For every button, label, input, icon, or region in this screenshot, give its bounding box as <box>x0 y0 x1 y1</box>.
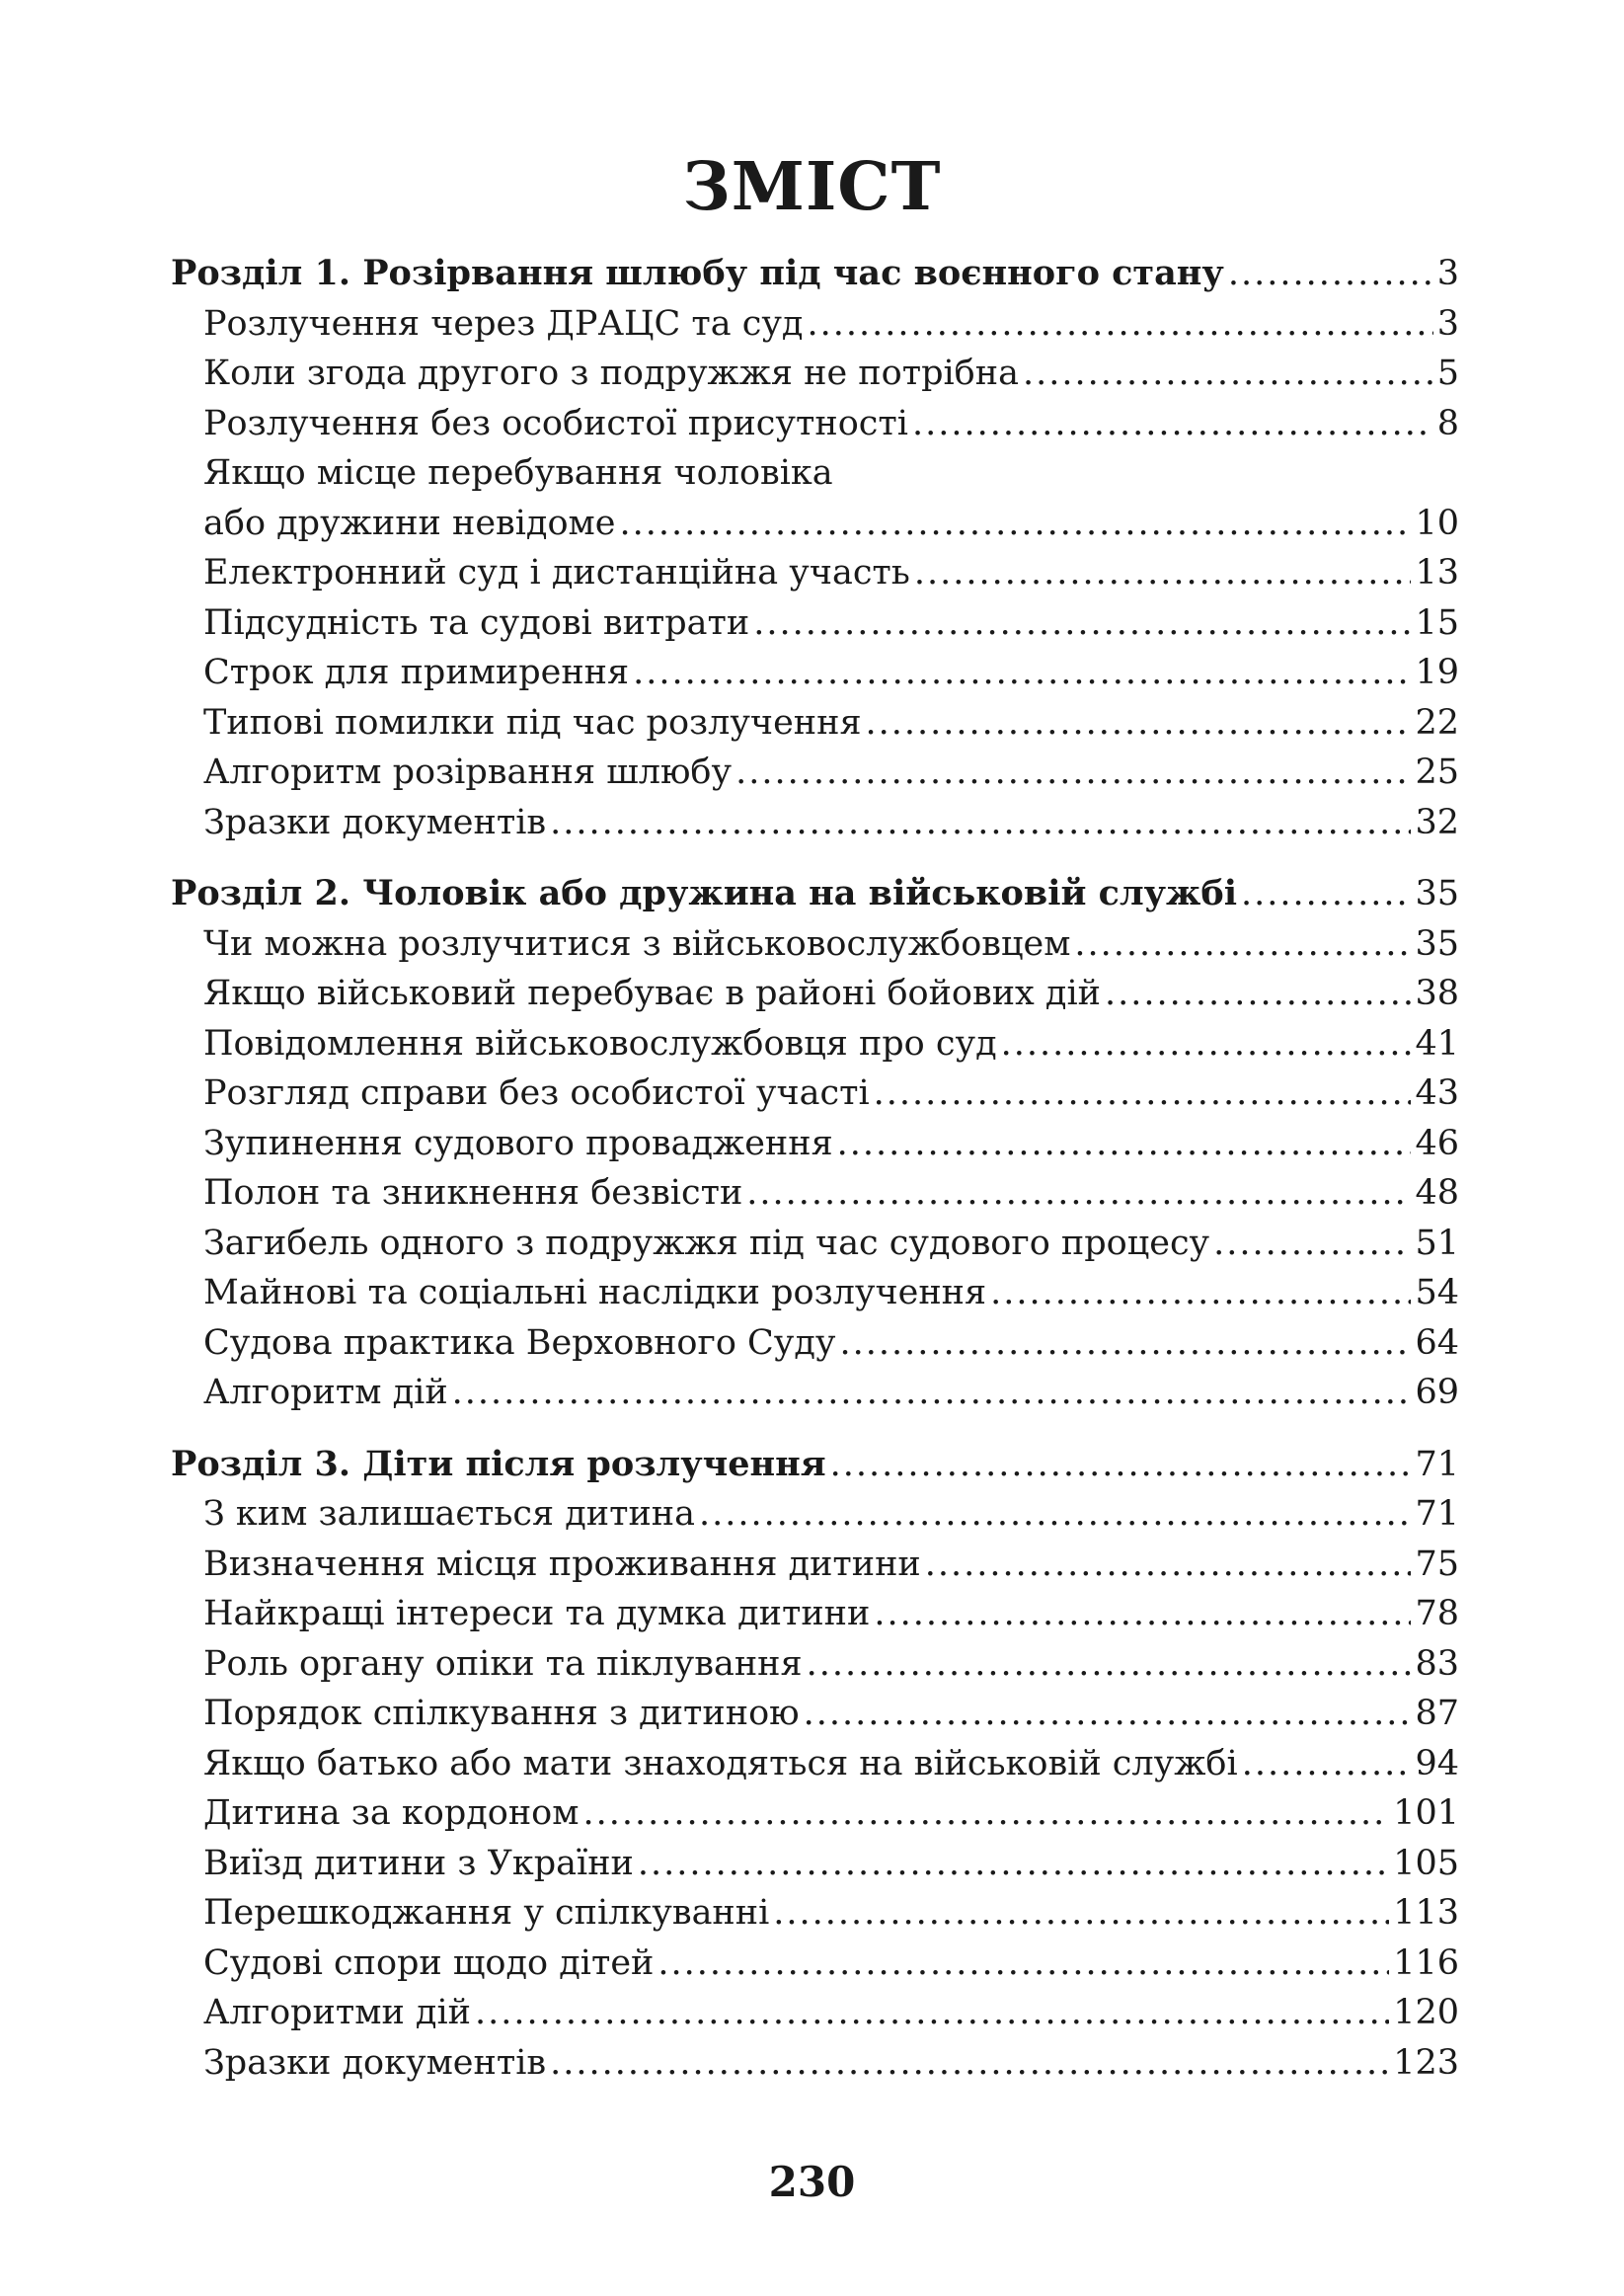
leader-dots <box>840 1318 1412 1369</box>
entry-title: З ким залишається дитина <box>203 1494 695 1534</box>
entry-page-number: 19 <box>1415 653 1459 692</box>
toc-entry-first-line <box>171 448 1459 499</box>
entry-page-number: 43 <box>1415 1073 1459 1113</box>
toc-chapter <box>171 249 1459 847</box>
toc-entry <box>171 1268 1459 1318</box>
entry-page-number: 105 <box>1393 1843 1459 1883</box>
toc-entry <box>171 798 1459 848</box>
toc-entry <box>171 1739 1459 1789</box>
toc-entry <box>171 1069 1459 1119</box>
page-number: 230 <box>768 2158 856 2206</box>
entry-page-number: 5 <box>1436 354 1459 393</box>
toc-entry <box>171 1689 1459 1739</box>
leader-dots <box>746 1168 1411 1219</box>
toc-entry <box>171 499 1459 549</box>
toc-entry <box>171 1019 1459 1069</box>
entry-page-number: 41 <box>1415 1023 1459 1064</box>
leader-dots <box>620 499 1412 549</box>
entry-page-number: 25 <box>1415 752 1459 792</box>
entry-page-number: 123 <box>1393 2042 1459 2083</box>
toc-entry <box>171 1489 1459 1540</box>
leader-dots <box>550 798 1411 848</box>
toc-entry <box>171 1639 1459 1690</box>
toc-entry <box>171 1988 1459 2038</box>
leader-dots <box>638 1839 1389 1889</box>
entry-page-number: 94 <box>1415 1743 1459 1783</box>
entry-page-number: 54 <box>1415 1273 1459 1312</box>
toc-chapter-heading <box>171 249 1459 299</box>
entry-title: Розгляд справи без особистої участі <box>203 1073 870 1113</box>
entry-title: Якщо військовий перебуває в районі бойових дій <box>203 974 1101 1013</box>
leader-dots <box>773 1888 1389 1939</box>
leader-dots <box>582 1788 1389 1839</box>
entry-title: Алгоритм розірвання шлюбу <box>203 752 733 792</box>
toc-entry <box>171 349 1459 399</box>
toc-entry <box>171 1119 1459 1169</box>
toc-entry <box>171 648 1459 698</box>
leader-dots <box>1074 919 1411 970</box>
entry-title: Судова практика Верховного Суду <box>203 1322 836 1363</box>
table-of-contents <box>171 249 1459 2109</box>
entry-title: Зразки документів <box>203 802 547 842</box>
entry-title: Підсудність та судові витрати <box>203 602 750 643</box>
toc-entry <box>171 2038 1459 2089</box>
entry-page-number: 8 <box>1436 403 1459 443</box>
entry-title: Порядок спілкування з дитиною <box>203 1694 800 1733</box>
leader-dots <box>1001 1019 1412 1069</box>
entry-page-number: 38 <box>1415 974 1459 1013</box>
entry-title-line1: Якщо місце перебування чоловіка <box>203 453 833 493</box>
toc-entry <box>171 548 1459 598</box>
entry-title: Зразки документів <box>203 2042 547 2083</box>
toc-chapter <box>171 1440 1459 2089</box>
entry-title: Повідомлення військовослужбовця про суд <box>203 1023 997 1064</box>
entry-title: Розлучення через ДРАЦС та суд <box>203 303 804 344</box>
entry-page-number: 32 <box>1415 802 1459 842</box>
entry-title: або дружини невідоме <box>203 503 616 543</box>
leader-dots <box>452 1368 1412 1418</box>
leader-dots <box>1213 1219 1411 1269</box>
leader-dots <box>807 299 1432 350</box>
toc-entry <box>171 598 1459 649</box>
entry-page-number: 22 <box>1415 702 1459 743</box>
leader-dots <box>914 548 1412 598</box>
entry-title: Алгоритм дій <box>203 1373 448 1412</box>
entry-page-number: 113 <box>1393 1893 1459 1933</box>
entry-page-number: 35 <box>1415 923 1459 964</box>
toc-chapter <box>171 869 1459 1418</box>
toc-entry <box>171 698 1459 749</box>
leader-dots <box>874 1069 1412 1119</box>
entry-page-number: 3 <box>1436 303 1459 344</box>
entry-page-number: 116 <box>1393 1942 1459 1983</box>
entry-page-number: 46 <box>1415 1123 1459 1163</box>
toc-entry <box>171 1540 1459 1590</box>
entry-title: Полон та зникнення безвісти <box>203 1173 743 1213</box>
entry-title: Судові спори щодо дітей <box>203 1942 655 1983</box>
leader-dots <box>475 1988 1389 2038</box>
leader-dots <box>633 648 1411 698</box>
entry-title: Строк для примирення <box>203 653 630 692</box>
toc-entry <box>171 969 1459 1019</box>
leader-dots <box>1242 1739 1412 1789</box>
entry-title: Дитина за кордоном <box>203 1793 580 1833</box>
toc-entry <box>171 748 1459 798</box>
leader-dots <box>866 698 1412 749</box>
chapter-title: Розділ 2. Чоловік або дружина на військовій службі <box>171 873 1238 913</box>
toc-entry <box>171 1318 1459 1369</box>
entry-page-number: 10 <box>1415 503 1459 543</box>
leader-dots <box>550 2038 1389 2089</box>
entry-title: Роль органу опіки та піклування <box>203 1643 803 1684</box>
entry-title: Найкращі інтереси та думка дитини <box>203 1594 871 1633</box>
entry-page-number: 51 <box>1415 1223 1459 1263</box>
entry-title: Розлучення без особистої присутності <box>203 403 908 443</box>
entry-title: Перешкоджання у спілкуванні <box>203 1893 770 1933</box>
leader-dots <box>874 1589 1411 1639</box>
entry-page-number: 83 <box>1415 1643 1459 1684</box>
entry-page-number: 87 <box>1415 1694 1459 1733</box>
entry-page-number: 71 <box>1415 1494 1459 1534</box>
toc-entry <box>171 919 1459 970</box>
entry-title: Електронний суд і дистанційна участь <box>203 553 910 593</box>
leader-dots <box>735 748 1411 798</box>
entry-title: Якщо батько або мати знаходяться на військовій службі <box>203 1743 1238 1783</box>
entry-title: Коли згода другого з подружжя не потрібна <box>203 354 1019 393</box>
entry-page-number: 69 <box>1415 1373 1459 1412</box>
entry-title: Виїзд дитини з України <box>203 1843 634 1883</box>
entry-page-number: 13 <box>1415 553 1459 593</box>
leader-dots <box>1228 249 1433 299</box>
leader-dots <box>925 1540 1412 1590</box>
leader-dots <box>657 1939 1389 1989</box>
leader-dots <box>699 1489 1411 1540</box>
toc-entry <box>171 1939 1459 1989</box>
toc-entry <box>171 1219 1459 1269</box>
entry-page-number: 78 <box>1415 1594 1459 1633</box>
entry-page-number: 15 <box>1415 602 1459 643</box>
toc-chapter-heading <box>171 869 1459 919</box>
leader-dots <box>1241 869 1411 919</box>
entry-title: Визначення місця проживання дитини <box>203 1544 921 1584</box>
entry-page-number: 120 <box>1393 1993 1459 2032</box>
chapter-page-number: 35 <box>1415 874 1459 913</box>
leader-dots <box>990 1268 1411 1318</box>
leader-dots <box>753 598 1411 649</box>
toc-entry <box>171 1788 1459 1839</box>
entry-title: Зупинення судового провадження <box>203 1123 833 1163</box>
toc-entry <box>171 299 1459 350</box>
toc-entry <box>171 1839 1459 1889</box>
chapter-title: Розділ 3. Діти після розлучення <box>171 1443 826 1484</box>
toc-entry <box>171 1589 1459 1639</box>
entry-page-number: 64 <box>1415 1322 1459 1363</box>
entry-page-number: 101 <box>1393 1793 1459 1833</box>
chapter-title: Розділ 1. Розірвання шлюбу під час воєнного стану <box>171 253 1224 293</box>
toc-chapter-heading <box>171 1440 1459 1490</box>
entry-title: Майнові та соціальні наслідки розлучення <box>203 1273 987 1312</box>
leader-dots <box>830 1440 1412 1490</box>
leader-dots <box>912 399 1433 449</box>
toc-entry <box>171 1168 1459 1219</box>
toc-entry <box>171 1368 1459 1418</box>
entry-title: Чи можна розлучитися з військовослужбовцем <box>203 923 1071 964</box>
entry-page-number: 48 <box>1415 1173 1459 1213</box>
leader-dots <box>1105 969 1411 1019</box>
leader-dots <box>804 1689 1412 1739</box>
entry-title: Загибель одного з подружжя під час судового процесу <box>203 1223 1210 1263</box>
entry-title: Алгоритми дій <box>203 1993 471 2032</box>
page-title: ЗМІСТ <box>682 147 942 225</box>
leader-dots <box>807 1639 1412 1690</box>
entry-page-number: 75 <box>1415 1544 1459 1584</box>
entry-title: Типові помилки під час розлучення <box>203 702 862 743</box>
chapter-page-number: 3 <box>1436 254 1459 293</box>
toc-entry <box>171 1888 1459 1939</box>
chapter-page-number: 71 <box>1415 1444 1459 1484</box>
leader-dots <box>1023 349 1433 399</box>
leader-dots <box>837 1119 1412 1169</box>
toc-entry <box>171 399 1459 449</box>
